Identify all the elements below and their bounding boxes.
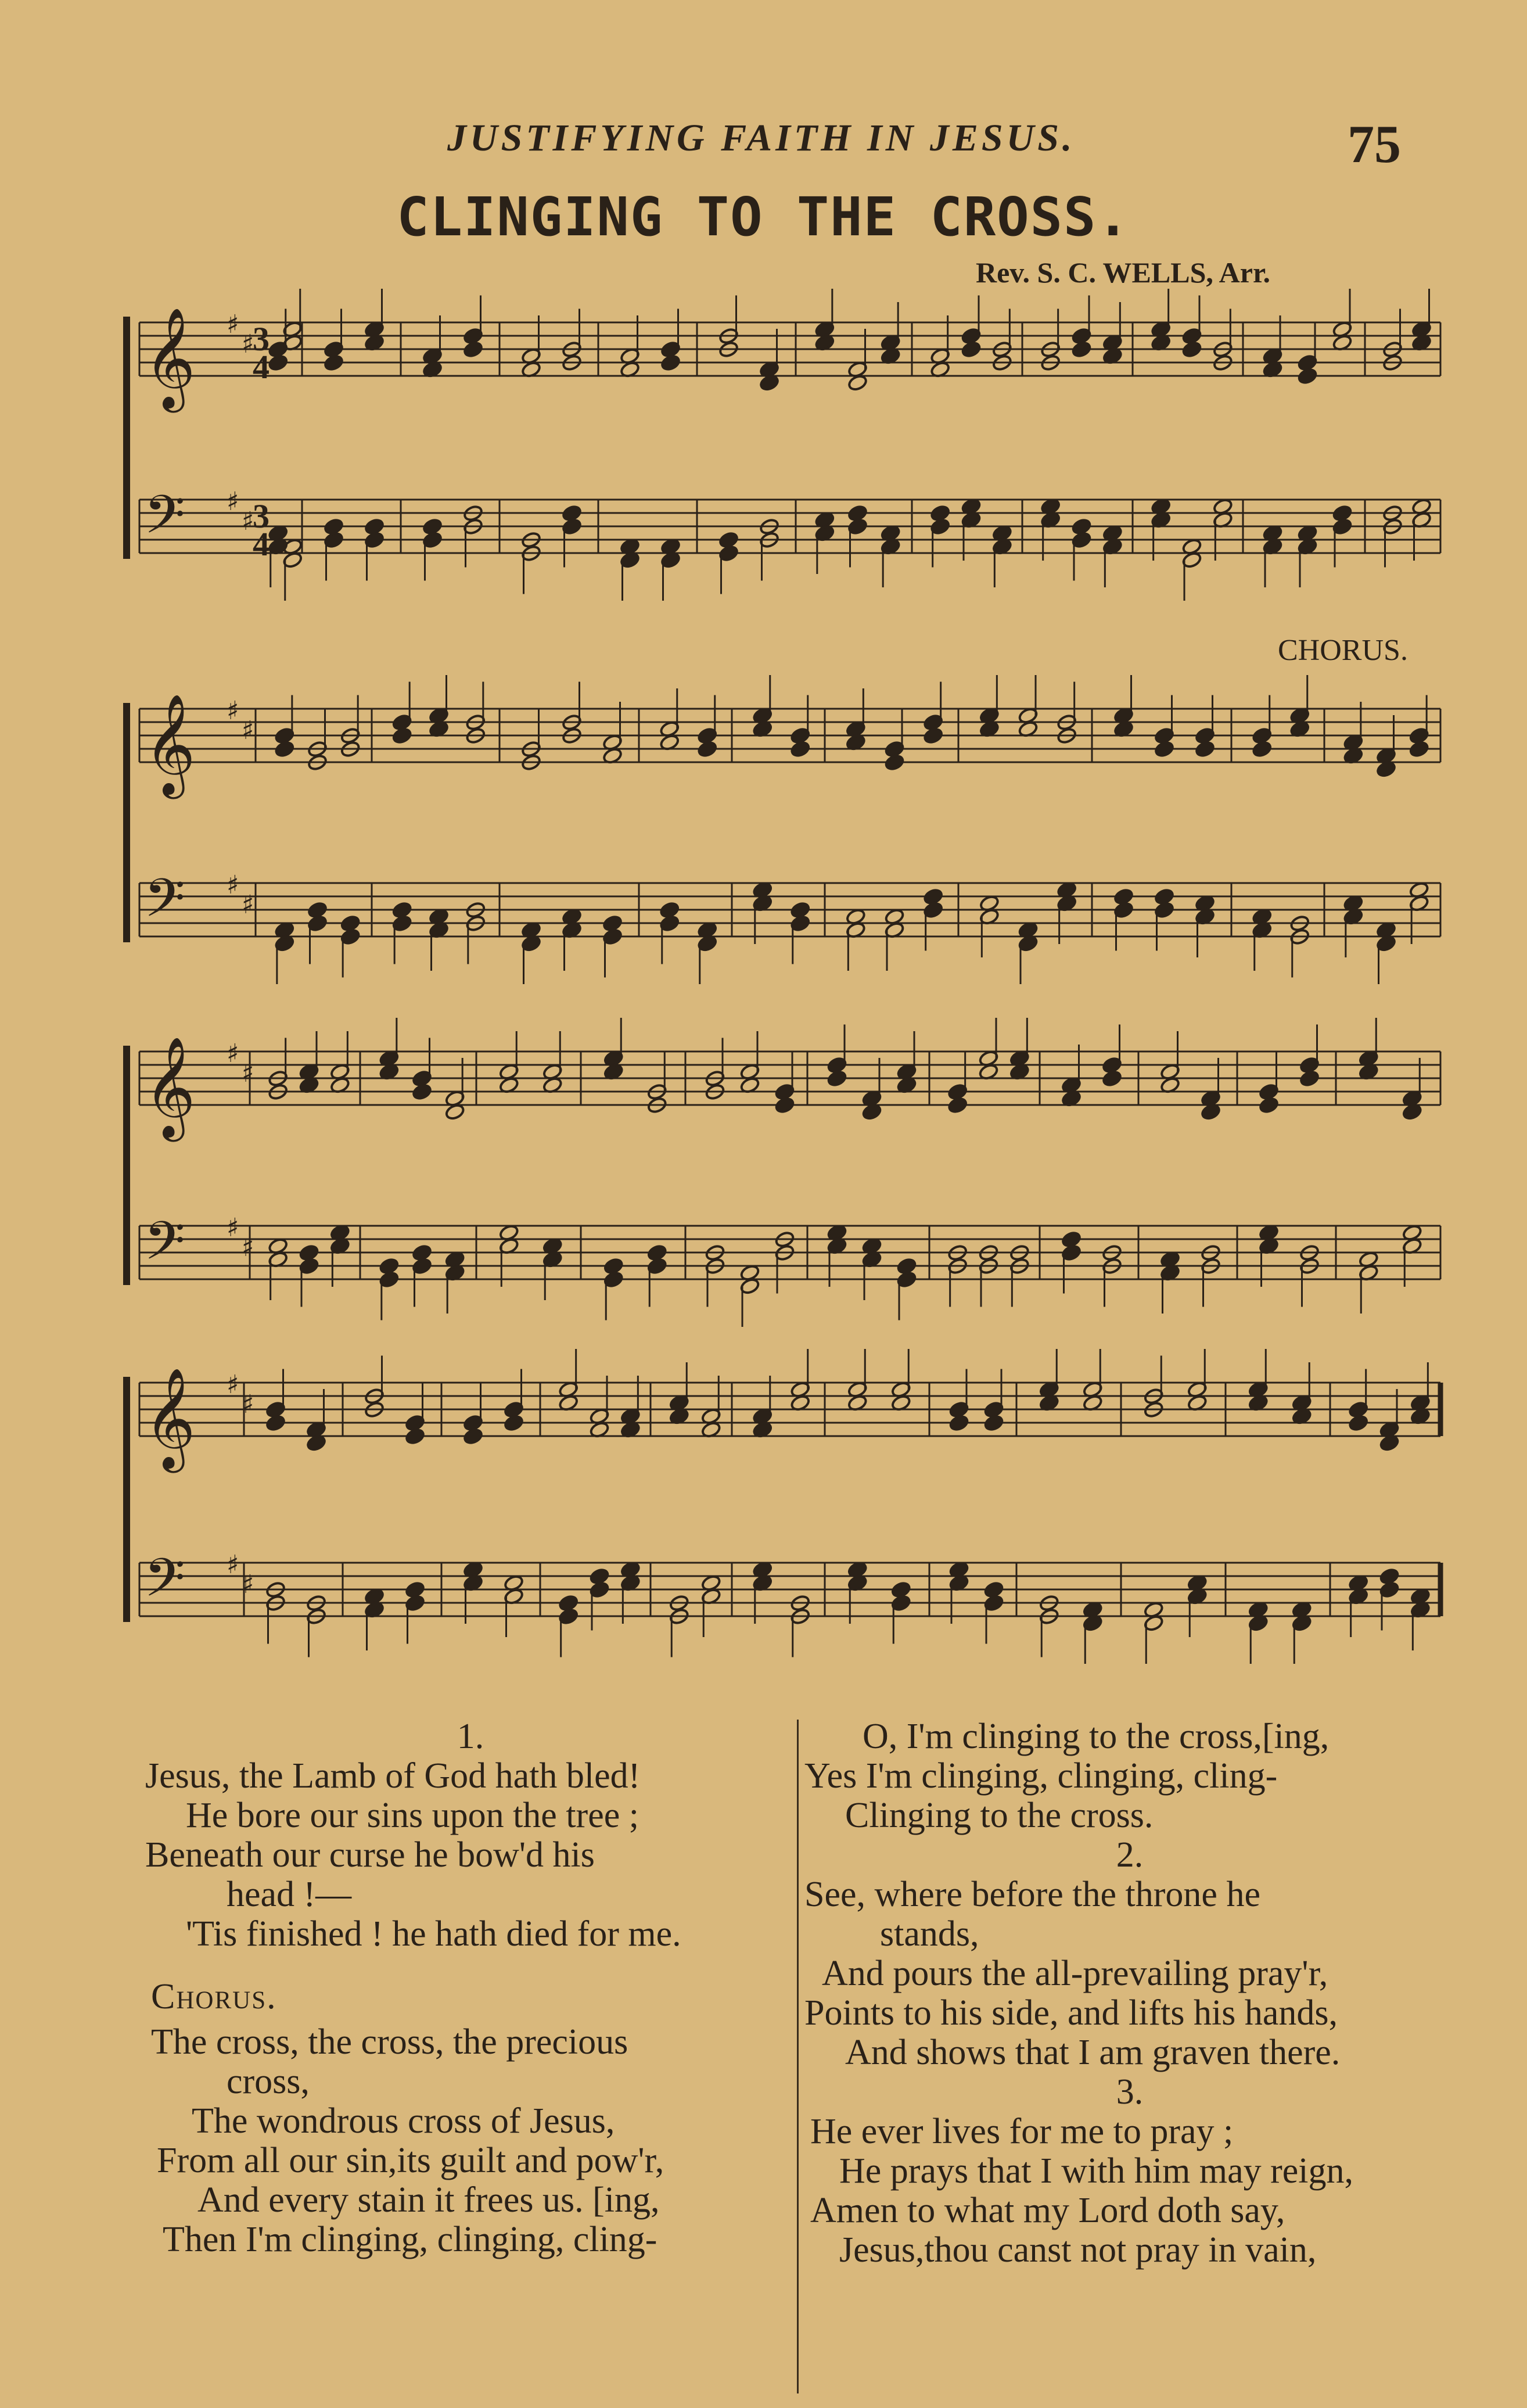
note-head <box>790 740 811 758</box>
composer-credit: Rev. S. C. WELLS, Arr. <box>976 256 1271 289</box>
sharp-icon: ♯ <box>227 870 239 900</box>
sharp-icon: ♯ <box>242 1390 254 1419</box>
time-signature-top: 3 <box>253 497 270 535</box>
note-head <box>961 340 982 358</box>
sharp-icon: ♯ <box>227 1213 239 1243</box>
lyric-line: Clinging to the cross. <box>845 1796 1154 1835</box>
note-head <box>324 354 344 372</box>
lyrics-left-column <box>145 1717 796 2259</box>
note-head <box>1252 740 1273 758</box>
note-head <box>504 1414 524 1432</box>
lyric-line: He bore our sins upon the tree ; <box>186 1796 639 1835</box>
lyric-line: He prays that I with him may reign, <box>839 2151 1354 2191</box>
note-head <box>1102 1070 1123 1088</box>
system-bracket <box>123 1377 130 1622</box>
column-divider <box>797 1720 799 2393</box>
note-head <box>774 1096 795 1114</box>
chorus-heading: Chorus. <box>151 1977 277 2016</box>
lyric-line: And shows that I am graven there. <box>845 2033 1341 2072</box>
lyric-line: Yes I'm clinging, clinging, cling- <box>804 1756 1278 1796</box>
sharp-icon: ♯ <box>227 487 239 516</box>
note-head <box>1181 340 1202 358</box>
lyric-line: Amen to what my Lord doth say, <box>810 2191 1285 2230</box>
note-head <box>1297 367 1318 385</box>
sharp-icon: ♯ <box>227 310 239 339</box>
sharp-icon: ♯ <box>242 507 254 536</box>
lyric-line: Then I'm clinging, clinging, cling- <box>163 2220 657 2259</box>
note-head <box>697 740 718 758</box>
sharp-icon: ♯ <box>227 1550 239 1580</box>
note-head <box>412 1083 433 1101</box>
sharp-icon: ♯ <box>242 329 254 359</box>
note-head <box>274 740 295 758</box>
bass-clef-icon: 𝄢 <box>144 484 185 558</box>
sharp-icon: ♯ <box>227 1039 239 1068</box>
bass-clef-icon: 𝄢 <box>144 867 185 942</box>
sharp-icon: ♯ <box>242 716 254 745</box>
treble-clef-icon: 𝄞 <box>144 1368 196 1469</box>
system-bracket <box>123 1046 130 1285</box>
system-bracket <box>123 703 130 942</box>
note-head <box>463 1427 484 1445</box>
verse-number: 3. <box>1116 2072 1144 2112</box>
lyric-line: 'Tis finished ! he hath died for me. <box>186 1914 681 1954</box>
note-head <box>1154 740 1175 758</box>
note-head <box>1195 740 1216 758</box>
note-head <box>1071 340 1092 358</box>
running-head: JUSTIFYING FAITH IN JESUS. <box>447 117 1076 159</box>
note-head <box>948 1414 969 1432</box>
lyric-line: And pours the all-prevailing pray'r, <box>822 1954 1328 1993</box>
note-head <box>1299 1070 1320 1088</box>
lyric-line: Jesus, the Lamb of God hath bled! <box>145 1756 641 1796</box>
time-signature-top: 3 <box>253 320 270 358</box>
note-head <box>265 1414 286 1432</box>
time-signature-bottom: 4 <box>253 525 270 563</box>
lyric-line: Beneath our curse he bow'd his <box>145 1835 595 1875</box>
lyric-line: O, I'm clinging to the cross,[ing, <box>863 1717 1330 1756</box>
note-head <box>947 1096 968 1114</box>
hymn-title: CLINGING TO THE CROSS. <box>397 186 1130 248</box>
verse-number: 2. <box>1116 1835 1144 1875</box>
lyric-line: cross, <box>227 2062 310 2101</box>
bass-clef-icon: 𝄢 <box>144 1210 185 1284</box>
sharp-icon: ♯ <box>242 1058 254 1088</box>
treble-clef-icon: 𝄞 <box>144 307 196 408</box>
note-head <box>391 727 412 745</box>
note-head <box>1348 1414 1369 1432</box>
page-number: 75 <box>1348 114 1401 174</box>
note-head <box>983 1414 1004 1432</box>
treble-clef-icon: 𝄞 <box>144 1036 196 1137</box>
note-head <box>268 354 289 372</box>
sharp-icon: ♯ <box>242 890 254 920</box>
verse-number: 1. <box>457 1717 484 1756</box>
lyric-line: The cross, the cross, the precious <box>151 2022 628 2062</box>
treble-clef-icon: 𝄞 <box>144 694 196 795</box>
lyric-line: stands, <box>880 1914 979 1954</box>
lyric-line: See, where before the throne he <box>804 1875 1260 1914</box>
lyric-line: From all our sin,its guilt and pow'r, <box>157 2141 664 2180</box>
lyric-line: And every stain it frees us. [ing, <box>197 2180 660 2220</box>
note-head <box>923 727 944 745</box>
note-head <box>827 1070 847 1088</box>
note-head <box>660 354 681 372</box>
note-head <box>1259 1096 1280 1114</box>
lyrics-right-column <box>804 1717 1455 2270</box>
bass-clef-icon: 𝄢 <box>144 1547 185 1621</box>
lyric-line: The wondrous cross of Jesus, <box>192 2101 615 2141</box>
chorus-marker: CHORUS. <box>1278 634 1408 667</box>
sharp-icon: ♯ <box>242 1570 254 1599</box>
note-head <box>463 340 484 358</box>
lyric-line: He ever lives for me to pray ; <box>810 2112 1234 2151</box>
lyric-line: head !— <box>227 1875 352 1914</box>
note-head <box>884 753 905 771</box>
sharp-icon: ♯ <box>242 1233 254 1262</box>
note-head <box>405 1427 426 1445</box>
sharp-icon: ♯ <box>227 1370 239 1399</box>
lyric-line: Jesus,thou canst not pray in vain, <box>839 2230 1317 2270</box>
time-signature-bottom: 4 <box>253 348 270 386</box>
sharp-icon: ♯ <box>227 696 239 726</box>
note-head <box>1409 740 1429 758</box>
system-bracket <box>123 317 130 559</box>
lyric-line: Points to his side, and lifts his hands, <box>804 1993 1338 2033</box>
